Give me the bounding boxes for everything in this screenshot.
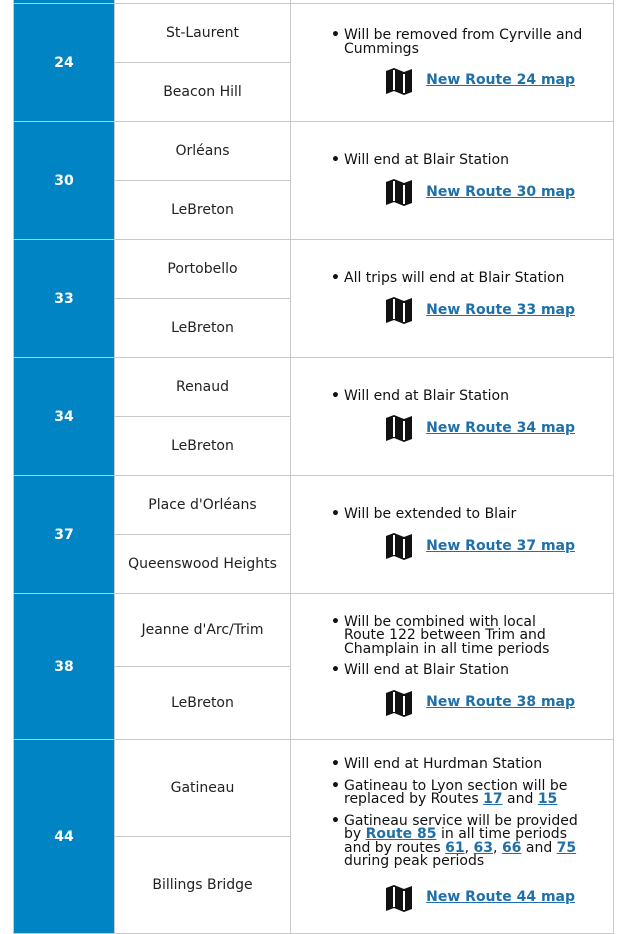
map-link-row <box>291 413 613 443</box>
route-notes <box>291 151 613 168</box>
map-link-row <box>291 883 613 913</box>
route-number: 34 <box>14 358 115 476</box>
route-destination: LeBreton <box>115 181 291 240</box>
route-description <box>291 4 614 122</box>
route-map-link[interactable]: New Route 38 map <box>426 693 575 710</box>
table-row-route-34 <box>14 358 614 417</box>
route-notes <box>291 758 613 869</box>
route-85-link[interactable]: Route 85 <box>365 826 437 842</box>
route-63-link[interactable]: 63 <box>473 839 494 856</box>
route-note <box>344 812 613 869</box>
table-row-route-24 <box>14 4 614 63</box>
route-notes <box>291 269 613 286</box>
map-link-row <box>291 295 613 325</box>
route-note: • Will be extended to Blair <box>344 508 613 522</box>
route-map-link[interactable]: New Route 30 map <box>426 183 575 200</box>
note-text: and <box>502 791 538 807</box>
route-note: • Will end at Blair Station <box>344 390 613 404</box>
route-note: • Will end at Blair Station <box>344 664 613 678</box>
map-icon <box>384 177 414 207</box>
route-number: 44 <box>14 740 115 934</box>
route-map-link[interactable]: New Route 34 map <box>426 419 575 436</box>
route-map-link[interactable]: New Route 24 map <box>426 72 575 89</box>
route-15-link[interactable]: 15 <box>537 791 558 807</box>
map-icon <box>384 295 414 325</box>
route-17-link[interactable]: 17 <box>483 791 503 807</box>
map-icon <box>384 413 414 443</box>
route-description <box>291 358 614 476</box>
route-note <box>344 777 613 807</box>
route-destination: Beacon Hill <box>115 63 291 122</box>
route-description <box>291 240 614 358</box>
map-icon <box>384 531 414 561</box>
map-link-row <box>291 531 613 561</box>
route-destination: Queenswood Heights <box>115 535 291 594</box>
route-description <box>291 594 614 740</box>
note-text: Gatineau to Lyon section will be replaced by Routes <box>344 777 568 807</box>
map-link-row <box>291 177 613 207</box>
route-notes <box>291 505 613 522</box>
route-number: 30 <box>14 122 115 240</box>
route-destination: Billings Bridge <box>115 837 291 934</box>
route-note: • Will end at Hurdman Station <box>344 758 613 772</box>
map-link-row <box>291 66 613 96</box>
note-text: , <box>464 839 474 856</box>
note-text: Gatineau service will be provided by <box>344 812 578 842</box>
route-destination: Gatineau <box>115 740 291 837</box>
table-row-route-37 <box>14 476 614 535</box>
route-map-link[interactable]: New Route 33 map <box>426 301 575 318</box>
route-description <box>291 476 614 594</box>
route-destination: St-Laurent <box>115 4 291 63</box>
table-row-route-33 <box>14 240 614 299</box>
route-number: 37 <box>14 476 115 594</box>
route-number: 33 <box>14 240 115 358</box>
route-destination: Portobello <box>115 240 291 299</box>
route-map-link[interactable]: New Route 37 map <box>426 537 575 554</box>
route-map-link[interactable]: New Route 44 map <box>426 888 575 905</box>
route-number: 38 <box>14 594 115 740</box>
route-destination: LeBreton <box>115 667 291 740</box>
map-icon <box>384 688 414 718</box>
route-changes-table <box>13 0 614 934</box>
route-notes <box>291 29 613 56</box>
map-link-row <box>291 688 613 718</box>
route-number: 24 <box>14 4 115 122</box>
route-destination: Orléans <box>115 122 291 181</box>
route-destination: Renaud <box>115 358 291 417</box>
route-destination: LeBreton <box>115 299 291 358</box>
route-note: • Will end at Blair Station <box>344 154 613 168</box>
table-row-route-38 <box>14 594 614 667</box>
route-66-link[interactable]: 66 <box>501 839 522 856</box>
route-destination: Place d'Orléans <box>115 476 291 535</box>
table-row-route-44 <box>14 740 614 837</box>
route-75-link[interactable]: 75 <box>556 839 577 856</box>
route-notes <box>291 613 613 678</box>
note-text: and <box>521 839 557 856</box>
route-61-link[interactable]: 61 <box>445 839 465 856</box>
map-icon <box>384 883 414 913</box>
table-row-route-30 <box>14 122 614 181</box>
route-note: • Will be combined with local Route 122 between Trim and Champlain in all time periods <box>344 616 613 657</box>
note-text: , <box>493 839 502 856</box>
route-notes <box>291 387 613 404</box>
map-icon <box>384 66 414 96</box>
note-text: in all time periods and by routes <box>344 826 567 856</box>
route-description <box>291 122 614 240</box>
route-description <box>291 740 614 934</box>
route-note: • All trips will end at Blair Station <box>344 272 613 286</box>
route-note: • Will be removed from Cyrville and Cummings <box>344 29 613 56</box>
route-destination: LeBreton <box>115 417 291 476</box>
route-destination: Jeanne d'Arc/Trim <box>115 594 291 667</box>
note-text: during peak periods <box>344 853 485 869</box>
